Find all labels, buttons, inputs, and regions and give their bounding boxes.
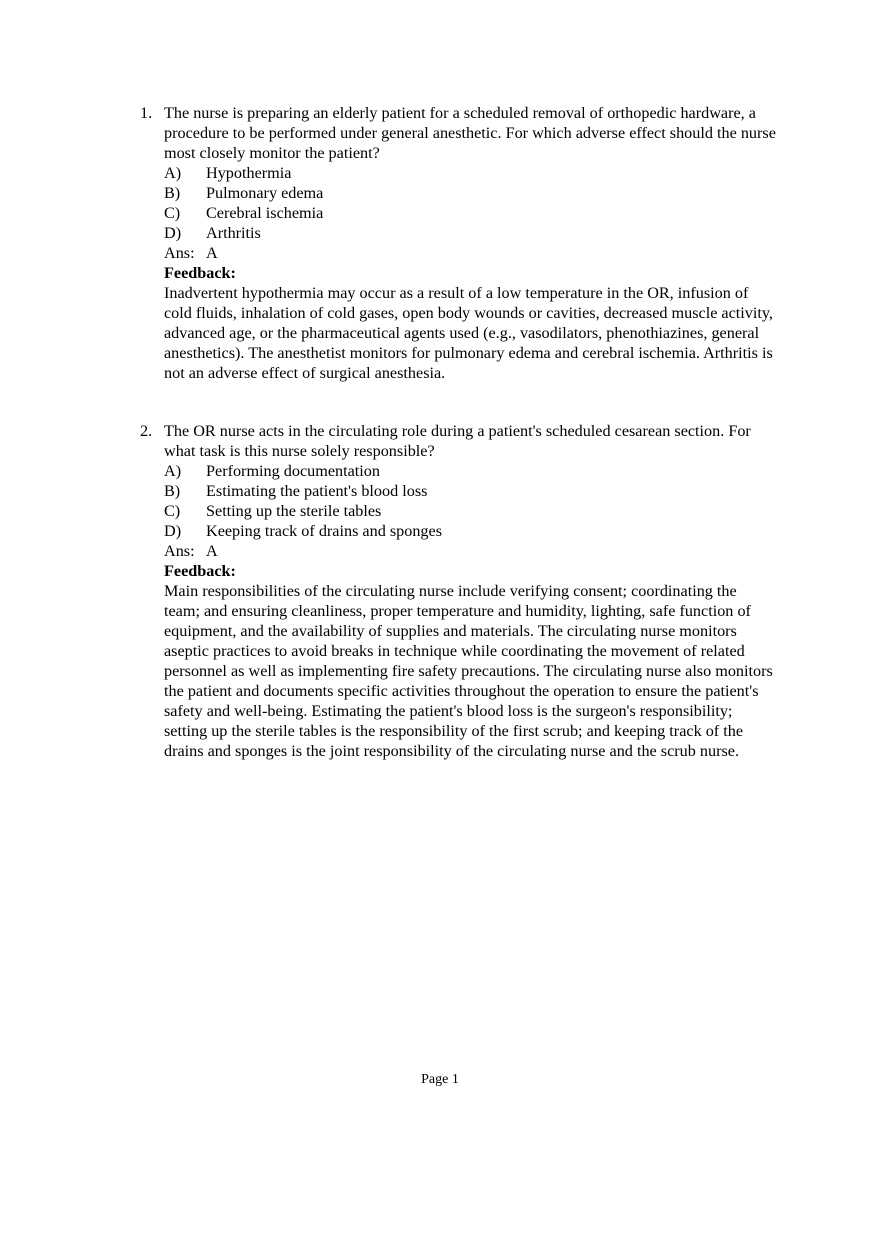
option-text: Performing documentation (206, 462, 380, 480)
option-c (164, 501, 776, 521)
question-stem: The OR nurse acts in the circulating role during a patient's scheduled cesarean section. For what task is this nurse solely responsible? (164, 422, 751, 460)
question-stem: The nurse is preparing an elderly patient for a scheduled removal of orthopedic hardware, a procedure to be performed under general anesthetic. For which adverse effect should the nurse most closely monitor the patient? (164, 104, 776, 162)
option-d (164, 223, 776, 243)
feedback-label: Feedback: (164, 562, 236, 580)
option-letter: C) (164, 502, 181, 520)
option-c (164, 203, 776, 223)
question-number: 1. (140, 104, 153, 122)
answer-value: A (206, 542, 218, 560)
answer-options (164, 163, 776, 243)
answer-label: Ans: (164, 542, 195, 560)
option-letter: D) (164, 522, 182, 540)
option-letter: D) (164, 224, 182, 242)
option-text: Setting up the sterile tables (206, 502, 382, 520)
feedback-label: Feedback: (164, 264, 236, 282)
option-letter: A) (164, 164, 182, 182)
option-text: Arthritis (206, 224, 261, 242)
option-b (164, 481, 776, 501)
option-text: Cerebral ischemia (206, 204, 324, 222)
question-1 (140, 103, 776, 383)
answer-value: A (206, 244, 218, 262)
page-number: Page 1 (421, 1072, 459, 1087)
option-letter: B) (164, 482, 181, 500)
option-d (164, 521, 776, 541)
option-letter: B) (164, 184, 181, 202)
option-text: Keeping track of drains and sponges (206, 522, 442, 540)
option-letter: A) (164, 462, 182, 480)
option-a (164, 163, 776, 183)
option-a (164, 461, 776, 481)
feedback-text: Inadvertent hypothermia may occur as a result of a low temperature in the OR, infusion of cold fluids, inhalation of cold gases, open body wounds or cavities, decreased muscle activity, advanced age, or the pharmaceutical agents used (e.g., vasodilators, phenothiazines, general anesthetics). The anesthetist monitors for pulmonary edema and cerebral ischemia. Arthritis is not an adverse effect of surgical anesthesia. (164, 284, 773, 382)
option-text: Pulmonary edema (206, 184, 324, 202)
option-letter: C) (164, 204, 181, 222)
feedback-text: Main responsibilities of the circulating nurse include verifying consent; coordinating the team; and ensuring cleanliness, proper temperature and humidity, lighting, safe function of equipment, and the availability of supplies and materials. The circulating nurse monitors aseptic practices to avoid breaks in technique while coordinating the movement of related personnel as well as implementing fire safety precautions. The circulating nurse also monitors the patient and documents specific activities throughout the operation to ensure the patient's safety and well-being. Estimating the patient's blood loss is the surgeon's responsibility; setting up the sterile tables is the responsibility of the first scrub; and keeping track of the drains and sponges is the joint responsibility of the circulating nurse and the scrub nurse. (164, 582, 773, 760)
answer-label: Ans: (164, 244, 195, 262)
answer-options (164, 461, 776, 541)
option-text: Estimating the patient's blood loss (206, 482, 428, 500)
question-2 (140, 421, 776, 761)
option-b (164, 183, 776, 203)
option-text: Hypothermia (206, 164, 292, 182)
answer-line (164, 541, 776, 561)
question-number: 2. (140, 422, 153, 440)
answer-line (164, 243, 776, 263)
